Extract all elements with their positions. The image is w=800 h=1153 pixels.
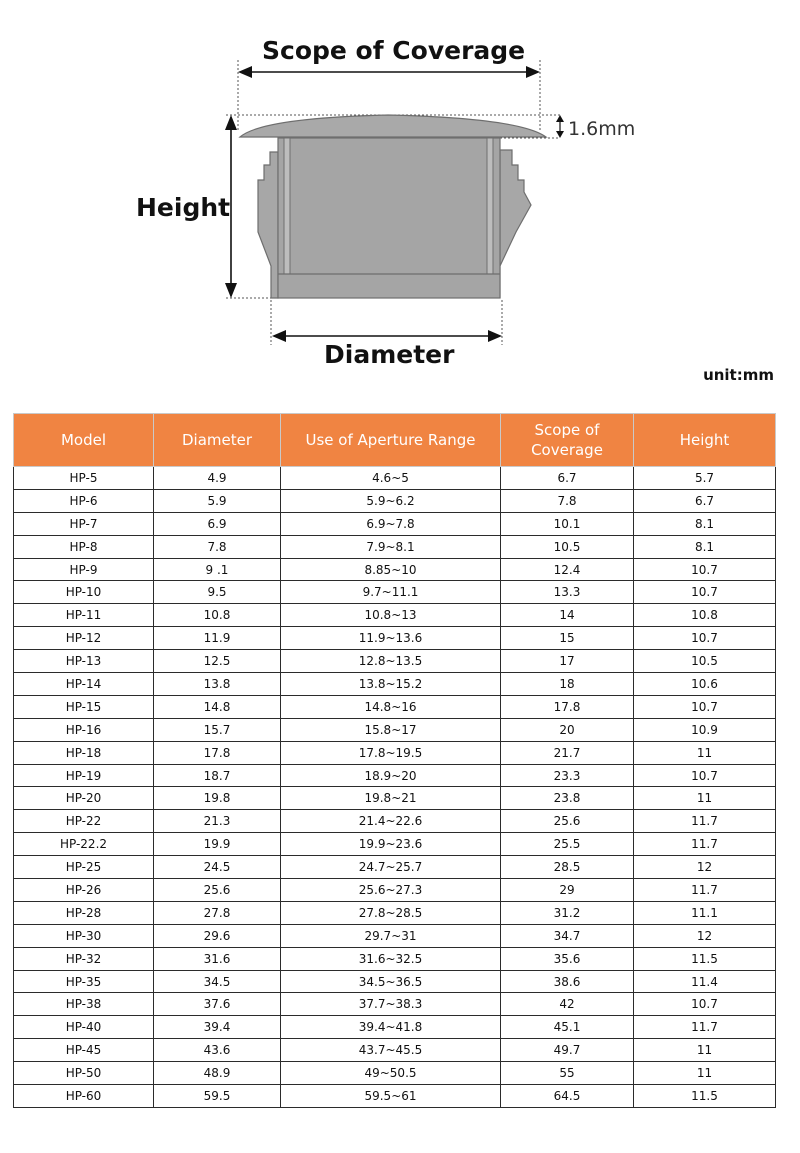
cell-model: HP-14 <box>14 673 154 696</box>
table-header-row <box>14 414 776 467</box>
table-row <box>14 581 776 604</box>
cell-diameter: 59.5 <box>154 1085 281 1108</box>
cell-scope-of-coverage: 49.7 <box>501 1039 634 1062</box>
cell-scope-of-coverage: 42 <box>501 993 634 1016</box>
cell-diameter: 11.9 <box>154 627 281 650</box>
cell-model: HP-19 <box>14 764 154 787</box>
cell-aperture-range: 34.5~36.5 <box>281 970 501 993</box>
table-row <box>14 787 776 810</box>
cell-aperture-range: 24.7~25.7 <box>281 856 501 879</box>
cell-height: 11 <box>634 1039 776 1062</box>
cell-aperture-range: 15.8~17 <box>281 718 501 741</box>
cell-diameter: 13.8 <box>154 673 281 696</box>
table-row <box>14 650 776 673</box>
cell-diameter: 18.7 <box>154 764 281 787</box>
table-row <box>14 467 776 490</box>
cell-model: HP-18 <box>14 741 154 764</box>
cell-scope-of-coverage: 10.5 <box>501 535 634 558</box>
cell-aperture-range: 8.85~10 <box>281 558 501 581</box>
cell-diameter: 14.8 <box>154 695 281 718</box>
cell-height: 11.7 <box>634 810 776 833</box>
table-row <box>14 970 776 993</box>
cell-height: 11.4 <box>634 970 776 993</box>
cell-model: HP-20 <box>14 787 154 810</box>
cell-scope-of-coverage: 29 <box>501 879 634 902</box>
table-row <box>14 1085 776 1108</box>
cell-scope-of-coverage: 55 <box>501 1062 634 1085</box>
cell-diameter: 24.5 <box>154 856 281 879</box>
cell-model: HP-45 <box>14 1039 154 1062</box>
cell-aperture-range: 11.9~13.6 <box>281 627 501 650</box>
cell-scope-of-coverage: 34.7 <box>501 924 634 947</box>
cell-aperture-range: 43.7~45.5 <box>281 1039 501 1062</box>
cell-diameter: 48.9 <box>154 1062 281 1085</box>
table-row <box>14 489 776 512</box>
cell-diameter: 9.5 <box>154 581 281 604</box>
cell-scope-of-coverage: 38.6 <box>501 970 634 993</box>
unit-label: unit:mm <box>703 366 774 384</box>
cell-aperture-range: 10.8~13 <box>281 604 501 627</box>
table-row <box>14 924 776 947</box>
cell-aperture-range: 13.8~15.2 <box>281 673 501 696</box>
table-row <box>14 947 776 970</box>
cell-aperture-range: 31.6~32.5 <box>281 947 501 970</box>
cell-model: HP-40 <box>14 1016 154 1039</box>
cell-scope-of-coverage: 7.8 <box>501 489 634 512</box>
cell-aperture-range: 12.8~13.5 <box>281 650 501 673</box>
table-row <box>14 673 776 696</box>
cell-diameter: 21.3 <box>154 810 281 833</box>
cell-aperture-range: 19.8~21 <box>281 787 501 810</box>
cell-aperture-range: 17.8~19.5 <box>281 741 501 764</box>
cell-model: HP-15 <box>14 695 154 718</box>
cell-diameter: 15.7 <box>154 718 281 741</box>
cell-model: HP-25 <box>14 856 154 879</box>
cell-aperture-range: 37.7~38.3 <box>281 993 501 1016</box>
cell-scope-of-coverage: 10.1 <box>501 512 634 535</box>
cell-scope-of-coverage: 6.7 <box>501 467 634 490</box>
table-row <box>14 879 776 902</box>
cell-scope-of-coverage: 14 <box>501 604 634 627</box>
cell-diameter: 4.9 <box>154 467 281 490</box>
cell-aperture-range: 7.9~8.1 <box>281 535 501 558</box>
table-row <box>14 1016 776 1039</box>
cell-scope-of-coverage: 21.7 <box>501 741 634 764</box>
cell-diameter: 27.8 <box>154 901 281 924</box>
cell-height: 11.7 <box>634 879 776 902</box>
cell-height: 10.7 <box>634 993 776 1016</box>
cell-height: 10.7 <box>634 627 776 650</box>
cell-aperture-range: 18.9~20 <box>281 764 501 787</box>
cell-height: 12 <box>634 856 776 879</box>
cell-height: 11.1 <box>634 901 776 924</box>
cell-scope-of-coverage: 64.5 <box>501 1085 634 1108</box>
scope-of-coverage-label: Scope of Coverage <box>262 36 526 65</box>
cell-diameter: 37.6 <box>154 993 281 1016</box>
cell-model: HP-16 <box>14 718 154 741</box>
table-row <box>14 833 776 856</box>
table-row <box>14 741 776 764</box>
cell-diameter: 10.8 <box>154 604 281 627</box>
cell-diameter: 6.9 <box>154 512 281 535</box>
cell-model: HP-8 <box>14 535 154 558</box>
cell-scope-of-coverage: 15 <box>501 627 634 650</box>
cell-height: 8.1 <box>634 512 776 535</box>
cell-scope-of-coverage: 17.8 <box>501 695 634 718</box>
cell-diameter: 25.6 <box>154 879 281 902</box>
table-row <box>14 901 776 924</box>
cell-diameter: 9 .1 <box>154 558 281 581</box>
cell-aperture-range: 5.9~6.2 <box>281 489 501 512</box>
cell-diameter: 7.8 <box>154 535 281 558</box>
table-row <box>14 512 776 535</box>
table-row <box>14 627 776 650</box>
table-row <box>14 558 776 581</box>
cell-diameter: 19.9 <box>154 833 281 856</box>
cell-height: 10.7 <box>634 558 776 581</box>
cell-diameter: 34.5 <box>154 970 281 993</box>
header-model: Model <box>14 414 154 467</box>
cell-scope-of-coverage: 35.6 <box>501 947 634 970</box>
table-row <box>14 604 776 627</box>
cell-scope-of-coverage: 18 <box>501 673 634 696</box>
cell-model: HP-32 <box>14 947 154 970</box>
cell-model: HP-22 <box>14 810 154 833</box>
cell-height: 11.7 <box>634 1016 776 1039</box>
cell-height: 6.7 <box>634 489 776 512</box>
cell-aperture-range: 25.6~27.3 <box>281 879 501 902</box>
cell-model: HP-38 <box>14 993 154 1016</box>
hole-plug-diagram <box>0 0 800 380</box>
cell-model: HP-26 <box>14 879 154 902</box>
cell-aperture-range: 4.6~5 <box>281 467 501 490</box>
header-height: Height <box>634 414 776 467</box>
cell-height: 11 <box>634 741 776 764</box>
cell-height: 10.7 <box>634 764 776 787</box>
cell-height: 11.5 <box>634 1085 776 1108</box>
cell-aperture-range: 39.4~41.8 <box>281 1016 501 1039</box>
cell-scope-of-coverage: 25.5 <box>501 833 634 856</box>
cell-height: 11 <box>634 787 776 810</box>
cell-model: HP-10 <box>14 581 154 604</box>
cell-model: HP-11 <box>14 604 154 627</box>
cell-height: 10.7 <box>634 581 776 604</box>
cell-model: HP-50 <box>14 1062 154 1085</box>
cell-model: HP-12 <box>14 627 154 650</box>
plug-body <box>240 115 546 298</box>
cell-scope-of-coverage: 12.4 <box>501 558 634 581</box>
cell-scope-of-coverage: 23.8 <box>501 787 634 810</box>
table-row <box>14 993 776 1016</box>
cell-scope-of-coverage: 25.6 <box>501 810 634 833</box>
cell-model: HP-9 <box>14 558 154 581</box>
cell-aperture-range: 49~50.5 <box>281 1062 501 1085</box>
header-diameter: Diameter <box>154 414 281 467</box>
cell-model: HP-60 <box>14 1085 154 1108</box>
cell-height: 5.7 <box>634 467 776 490</box>
cell-aperture-range: 19.9~23.6 <box>281 833 501 856</box>
cell-scope-of-coverage: 31.2 <box>501 901 634 924</box>
cell-aperture-range: 27.8~28.5 <box>281 901 501 924</box>
cell-scope-of-coverage: 23.3 <box>501 764 634 787</box>
cell-height: 10.7 <box>634 695 776 718</box>
cell-aperture-range: 14.8~16 <box>281 695 501 718</box>
thickness-label: 1.6mm <box>568 118 636 140</box>
header-aperture-range: Use of Aperture Range <box>281 414 501 467</box>
header-scope-of-coverage: Scope of Coverage <box>501 414 634 467</box>
cell-height: 11.5 <box>634 947 776 970</box>
height-label: Height <box>136 193 231 222</box>
table-row <box>14 535 776 558</box>
table-body <box>14 467 776 1108</box>
cell-height: 10.6 <box>634 673 776 696</box>
cell-aperture-range: 29.7~31 <box>281 924 501 947</box>
cell-height: 10.9 <box>634 718 776 741</box>
cell-model: HP-28 <box>14 901 154 924</box>
cell-aperture-range: 6.9~7.8 <box>281 512 501 535</box>
cell-model: HP-30 <box>14 924 154 947</box>
spec-table <box>13 413 776 1108</box>
cell-height: 10.8 <box>634 604 776 627</box>
table-row <box>14 1039 776 1062</box>
cell-aperture-range: 59.5~61 <box>281 1085 501 1108</box>
cell-scope-of-coverage: 28.5 <box>501 856 634 879</box>
cell-height: 11 <box>634 1062 776 1085</box>
table-row <box>14 764 776 787</box>
cell-diameter: 12.5 <box>154 650 281 673</box>
cell-scope-of-coverage: 13.3 <box>501 581 634 604</box>
cell-height: 11.7 <box>634 833 776 856</box>
cell-diameter: 43.6 <box>154 1039 281 1062</box>
cell-aperture-range: 21.4~22.6 <box>281 810 501 833</box>
table-row <box>14 810 776 833</box>
cell-height: 8.1 <box>634 535 776 558</box>
cell-scope-of-coverage: 17 <box>501 650 634 673</box>
cell-model: HP-13 <box>14 650 154 673</box>
cell-model: HP-7 <box>14 512 154 535</box>
cell-scope-of-coverage: 45.1 <box>501 1016 634 1039</box>
cell-model: HP-35 <box>14 970 154 993</box>
cell-diameter: 17.8 <box>154 741 281 764</box>
cell-diameter: 39.4 <box>154 1016 281 1039</box>
table-row <box>14 718 776 741</box>
table-row <box>14 1062 776 1085</box>
table-row <box>14 695 776 718</box>
cell-aperture-range: 9.7~11.1 <box>281 581 501 604</box>
cell-diameter: 19.8 <box>154 787 281 810</box>
table-row <box>14 856 776 879</box>
cell-scope-of-coverage: 20 <box>501 718 634 741</box>
cell-height: 10.5 <box>634 650 776 673</box>
cell-diameter: 29.6 <box>154 924 281 947</box>
cell-diameter: 5.9 <box>154 489 281 512</box>
cell-model: HP-5 <box>14 467 154 490</box>
cell-diameter: 31.6 <box>154 947 281 970</box>
diameter-label: Diameter <box>324 340 455 369</box>
cell-model: HP-22.2 <box>14 833 154 856</box>
cell-model: HP-6 <box>14 489 154 512</box>
cell-height: 12 <box>634 924 776 947</box>
